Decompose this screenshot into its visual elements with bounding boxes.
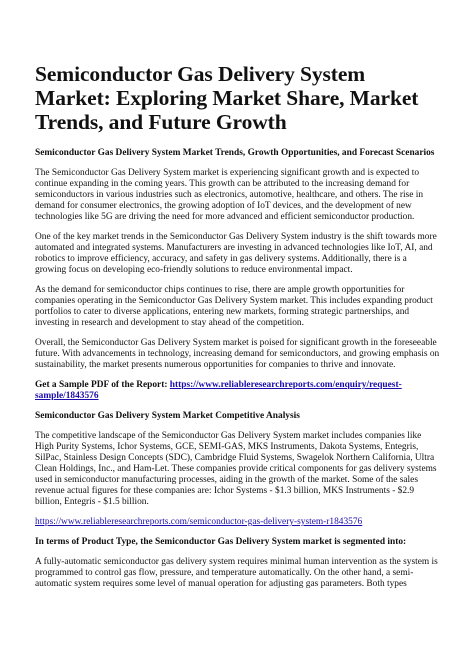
subtitle: Semiconductor Gas Delivery System Market Trends, Growth Opportunities, and Forecast Scenarios [35, 148, 435, 158]
report-link-line [35, 517, 440, 528]
document-page [35, 62, 440, 599]
competitive-analysis-paragraph: The competitive landscape of the Semiconductor Gas Delivery System market includes companies like High Purity Systems, Ichor Systems, GCE, SEMI-GAS, MKS Instruments, Dakota Systems, Entegris, SilPac, Stainless Design Concepts (SDC), Cambridge Fluid Systems, Swagelok Northern California, Ultra Clean Holdings, Inc., and Ham-Let. These companies provide critical components for gas delivery systems used in semiconductor manufacturing processes, aiding in the growth of the market. Some of the sales revenue actual figures for these companies are: Ichor Systems - $1.3 billion, MKS Instruments - $2.9 billion, Entegris - $1.5 billion. [35, 431, 437, 507]
report-link[interactable]: https://www.reliableresearchreports.com/semiconductor-gas-delivery-system-r1843576 [35, 517, 363, 527]
sample-pdf-link[interactable]: https://www.reliableresearchreports.com/enquiry/request-sample/1843576 [35, 380, 402, 401]
sample-pdf-label: Get a Sample PDF of the Report: [35, 380, 170, 390]
competitive-analysis-heading: Semiconductor Gas Delivery System Market Competitive Analysis [35, 411, 300, 421]
paragraph-growth: The Semiconductor Gas Delivery System market is experiencing significant growth and is expected to continue expanding in the coming years. This growth can be attributed to the increasing demand for semiconductors in various industries such as electronics, automotive, healthcare, and others. The rise in demand for consumer electronics, the growing adoption of IoT devices, and the development of new technologies like 5G are driving the need for more advanced and efficient semiconductor production. [35, 168, 424, 222]
sample-pdf-line [35, 380, 440, 402]
product-type-paragraph: A fully-automatic semiconductor gas delivery system requires minimal human intervention as the system is programmed to control gas flow, pressure, and temperature automatically. On the other hand, a semi-automatic system requires some level of manual operation for adjusting gas parameters. Both types [35, 557, 438, 589]
paragraph-trends: One of the key market trends in the Semiconductor Gas Delivery System industry is the shift towards more automated and integrated systems. Manufacturers are investing in advanced technologies like IoT, AI, and robotics to improve efficiency, accuracy, and safety in gas delivery systems. Additionally, there is a growing focus on developing eco-friendly solutions to reduce environmental impact. [35, 232, 437, 275]
page-title: Semiconductor Gas Delivery System Market: Exploring Market Share, Market Trends, and Future Growth [35, 62, 419, 134]
paragraph-overall: Overall, the Semiconductor Gas Delivery System market is poised for significant growth in the foreseeable future. With advancements in technology, increasing demand for semiconductors, and growing emphasis on sustainability, the market presents numerous opportunities for companies to thrive and innovate. [35, 338, 440, 370]
paragraph-opportunities: As the demand for semiconductor chips continues to rise, there are ample growth opportunities for companies operating in the Semiconductor Gas Delivery System market. This includes expanding product portfolios to cater to diverse applications, entering new markets, forming strategic partnerships, and investing in research and development to stay ahead of the competition. [35, 285, 433, 328]
product-type-heading: In terms of Product Type, the Semiconductor Gas Delivery System market is segmented into: [35, 537, 407, 547]
